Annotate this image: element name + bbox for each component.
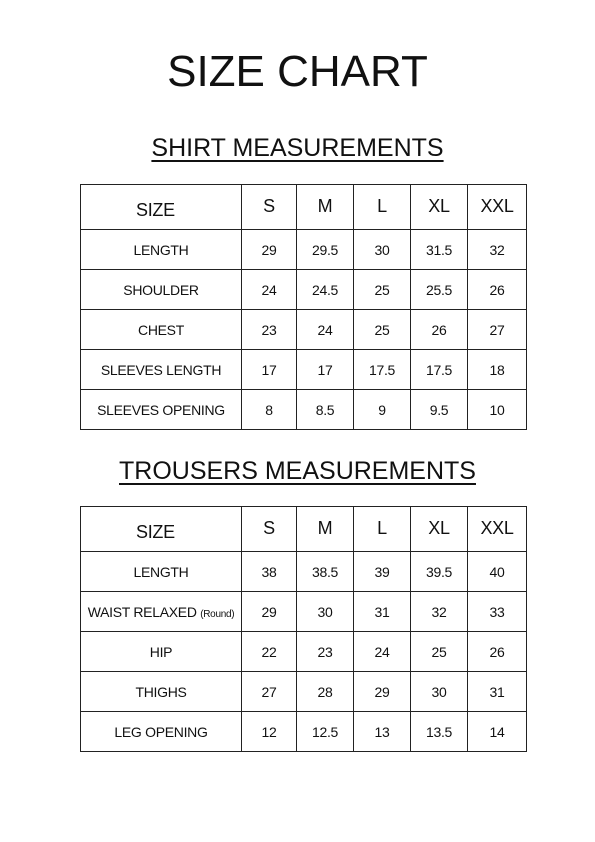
- cell-value: 24.5: [297, 270, 354, 310]
- row-label-text: THIGHS: [135, 683, 187, 700]
- table-row: [81, 552, 527, 592]
- row-label: LENGTH: [81, 230, 242, 270]
- cell-value: 17.5: [354, 350, 411, 390]
- row-label: SLEEVES OPENING: [81, 390, 242, 430]
- cell-value: 31: [468, 672, 527, 712]
- cell-value: 38: [242, 552, 297, 592]
- row-label-text: LEG OPENING: [114, 723, 208, 740]
- shirt-header-row: [81, 185, 527, 230]
- row-label: [81, 552, 242, 592]
- trousers-header-size-label: SIZE: [81, 507, 242, 552]
- cell-value: 25: [354, 270, 411, 310]
- cell-value: 29: [242, 230, 297, 270]
- row-label: [81, 592, 242, 632]
- table-row: [81, 310, 527, 350]
- cell-value: 31.5: [411, 230, 468, 270]
- row-label-note: (Round): [200, 608, 235, 620]
- cell-value: 32: [411, 592, 468, 632]
- row-label-text: WAIST RELAXED: [87, 603, 197, 620]
- shirt-header-size-l: L: [354, 185, 411, 230]
- table-row: [81, 350, 527, 390]
- trousers-size-table: [80, 506, 527, 752]
- table-row: [81, 270, 527, 310]
- row-label: [81, 672, 242, 712]
- cell-value: 25: [411, 632, 468, 672]
- table-row: [81, 230, 527, 270]
- trousers-header-size-s: S: [242, 507, 297, 552]
- table-row: [81, 632, 527, 672]
- cell-value: 9: [354, 390, 411, 430]
- row-label: SHOULDER: [81, 270, 242, 310]
- cell-value: 24: [242, 270, 297, 310]
- shirt-header-size-m: M: [297, 185, 354, 230]
- trousers-header-size-xl: XL: [411, 507, 468, 552]
- cell-value: 26: [468, 632, 527, 672]
- shirt-header-size-xl: XL: [411, 185, 468, 230]
- cell-value: 12: [242, 712, 297, 752]
- row-label: SLEEVES LENGTH: [81, 350, 242, 390]
- cell-value: 32: [468, 230, 527, 270]
- shirt-header-size-s: S: [242, 185, 297, 230]
- cell-value: 9.5: [411, 390, 468, 430]
- cell-value: 30: [354, 230, 411, 270]
- cell-value: 17: [297, 350, 354, 390]
- cell-value: 27: [468, 310, 527, 350]
- cell-value: 29: [354, 672, 411, 712]
- cell-value: 25.5: [411, 270, 468, 310]
- cell-value: 30: [411, 672, 468, 712]
- cell-value: 10: [468, 390, 527, 430]
- shirt-heading-text: SHIRT MEASUREMENTS: [151, 134, 444, 162]
- table-row: [81, 592, 527, 632]
- cell-value: 24: [354, 632, 411, 672]
- cell-value: 8: [242, 390, 297, 430]
- cell-value: 26: [411, 310, 468, 350]
- cell-value: 24: [297, 310, 354, 350]
- row-label: CHEST: [81, 310, 242, 350]
- cell-value: 39.5: [411, 552, 468, 592]
- row-label: [81, 712, 242, 752]
- trousers-heading-text: TROUSERS MEASUREMENTS: [119, 457, 476, 485]
- row-label-text: HIP: [149, 643, 173, 660]
- cell-value: 14: [468, 712, 527, 752]
- cell-value: 26: [468, 270, 527, 310]
- trousers-measurements-heading: [0, 455, 595, 487]
- cell-value: 28: [297, 672, 354, 712]
- trousers-header-size-l: L: [354, 507, 411, 552]
- row-label-text: LENGTH: [133, 563, 189, 580]
- table-row: [81, 672, 527, 712]
- cell-value: 13: [354, 712, 411, 752]
- cell-value: 23: [242, 310, 297, 350]
- cell-value: 39: [354, 552, 411, 592]
- cell-value: 23: [297, 632, 354, 672]
- trousers-header-row: [81, 507, 527, 552]
- cell-value: 40: [468, 552, 527, 592]
- cell-value: 38.5: [297, 552, 354, 592]
- shirt-header-size-xxl: XXL: [468, 185, 527, 230]
- table-row: [81, 390, 527, 430]
- cell-value: 18: [468, 350, 527, 390]
- cell-value: 8.5: [297, 390, 354, 430]
- cell-value: 27: [242, 672, 297, 712]
- cell-value: 29.5: [297, 230, 354, 270]
- cell-value: 22: [242, 632, 297, 672]
- cell-value: 13.5: [411, 712, 468, 752]
- cell-value: 17: [242, 350, 297, 390]
- trousers-header-size-xxl: XXL: [468, 507, 527, 552]
- shirt-header-size-label: SIZE: [81, 185, 242, 230]
- row-label: [81, 632, 242, 672]
- shirt-measurements-heading: [0, 132, 595, 164]
- cell-value: 29: [242, 592, 297, 632]
- cell-value: 25: [354, 310, 411, 350]
- cell-value: 17.5: [411, 350, 468, 390]
- cell-value: 30: [297, 592, 354, 632]
- trousers-header-size-m: M: [297, 507, 354, 552]
- cell-value: 33: [468, 592, 527, 632]
- cell-value: 12.5: [297, 712, 354, 752]
- table-row: [81, 712, 527, 752]
- page-title: SIZE CHART: [167, 47, 428, 96]
- shirt-size-table: [80, 184, 527, 430]
- cell-value: 31: [354, 592, 411, 632]
